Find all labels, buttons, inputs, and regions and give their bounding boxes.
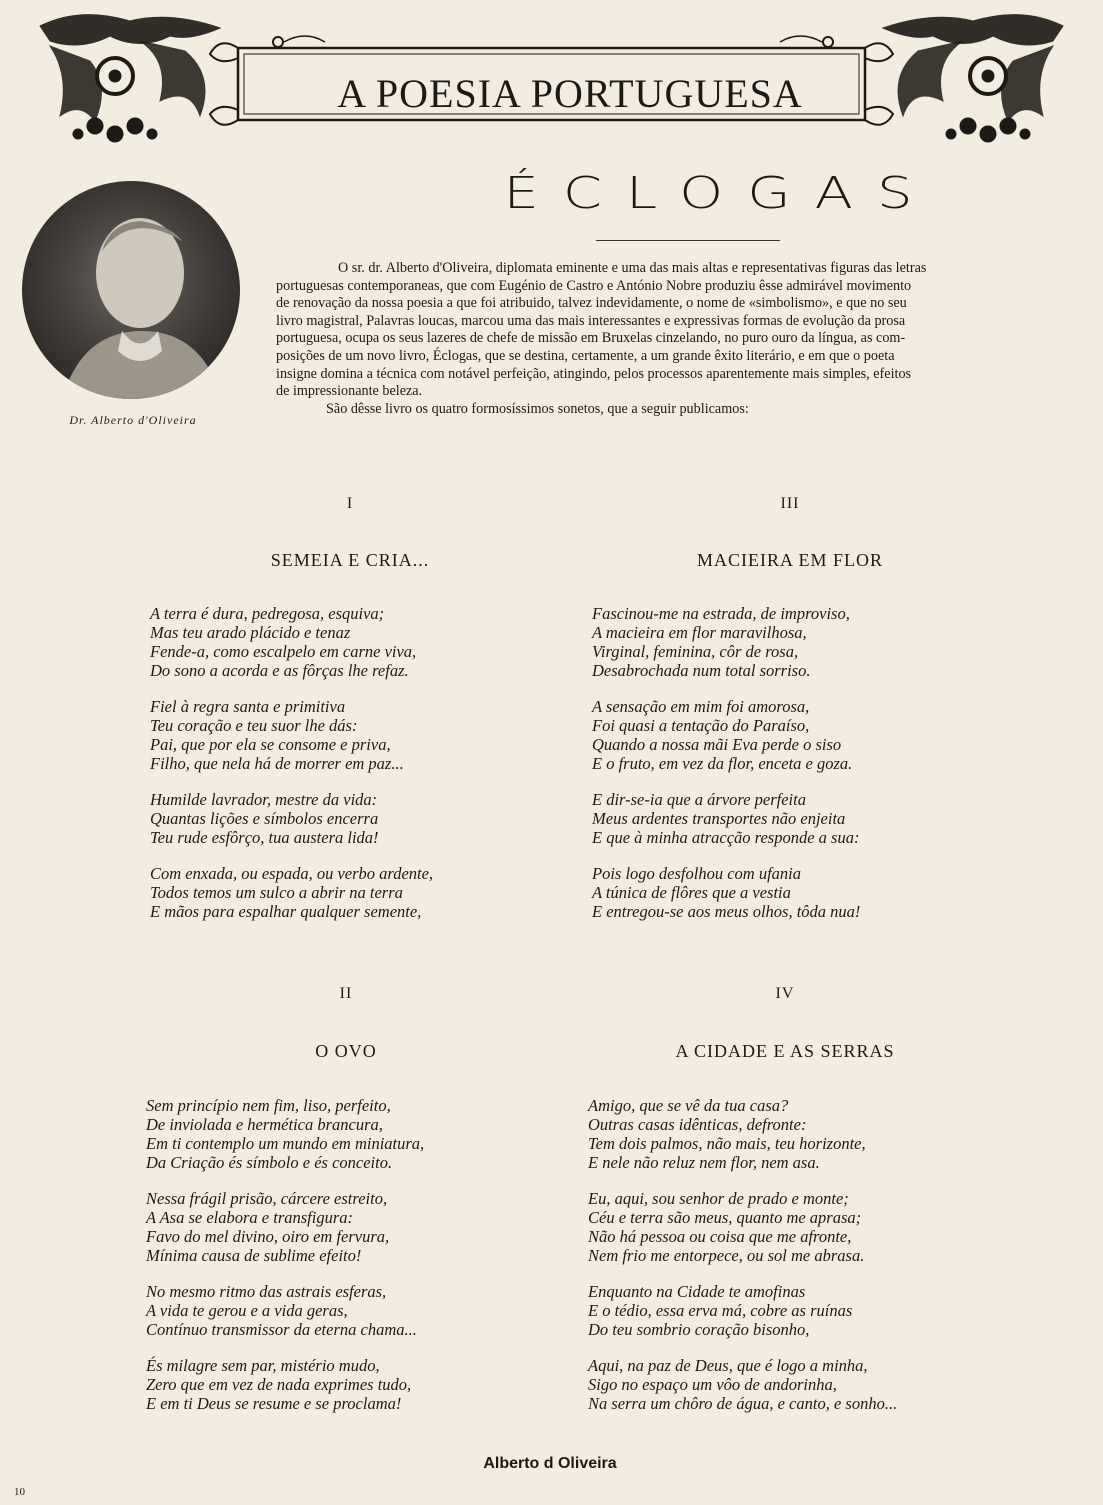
verse-line: Pois logo desfolhou com ufania: [592, 864, 801, 883]
verse-line: A sensação em mim foi amorosa,: [592, 697, 810, 716]
article-title: ÉCLOGAS: [503, 168, 937, 219]
verse-line: E em ti Deus se resume e se proclama!: [146, 1394, 402, 1413]
poem-body: [588, 1096, 1008, 1430]
stanza: [146, 1282, 566, 1339]
poem-body: [150, 604, 570, 938]
verse-line: Sem princípio nem fim, liso, perfeito,: [146, 1096, 391, 1115]
verse-line: Fiel à regra santa e primitiva: [150, 697, 346, 716]
verse-line: Nessa frágil prisão, cárcere estreito,: [146, 1189, 388, 1208]
stanza: [588, 1356, 1008, 1413]
verse-line: Com enxada, ou espada, ou verbo ardente,: [150, 864, 434, 883]
stanza: [146, 1096, 566, 1172]
verse-line: Zero que em vez de nada exprimes tudo,: [146, 1375, 412, 1394]
verse-line: Humilde lavrador, mestre da vida:: [150, 790, 378, 809]
intro-line: portuguesas contemporaneas, que com Eugénio de Castro e António Nobre produziu êsse admirável movimento: [276, 277, 912, 294]
intro-line: portuguesa, ocupa os seus lazeres de chefe de missão em Bruxelas cinzelando, no puro ouro da língua, as com-: [276, 330, 906, 347]
stanza: [146, 1189, 566, 1265]
stanza: [592, 697, 1012, 773]
stanza: [592, 864, 1012, 921]
verse-line: Eu, aqui, sou senhor de prado e monte;: [588, 1189, 849, 1208]
intro-line: de renovação da nossa poesia a que foi atribuido, talvez indevidamente, o nome de «simbolismo», e que no seu: [276, 295, 907, 312]
intro-paragraph: [276, 260, 1080, 418]
verse-line: Tem dois palmos, não mais, teu horizonte,: [588, 1134, 866, 1153]
verse-line: Enquanto na Cidade te amofinas: [588, 1282, 806, 1301]
stanza: [588, 1282, 1008, 1339]
verse-line: E dir-se-ia que a árvore perfeita: [592, 790, 806, 809]
verse-line: A Asa se elabora e transfigura:: [146, 1208, 354, 1227]
poem-number: I: [346, 495, 354, 512]
stanza: [150, 697, 570, 773]
verse-line: Teu coração e teu suor lhe dás:: [150, 716, 358, 735]
verse-line: Sigo no espaço um vôo de andorinha,: [588, 1375, 837, 1394]
stanza: [592, 604, 1012, 680]
verse-line: Nem frio me entorpece, ou sol me abrasa.: [588, 1246, 865, 1265]
verse-line: E o fruto, em vez da flor, enceta e goza.: [592, 754, 853, 773]
verse-line: E nele não reluz nem flor, nem asa.: [588, 1153, 820, 1172]
verse-line: Mínima causa de sublime efeito!: [146, 1246, 362, 1265]
verse-line: Filho, que nela há de morrer em paz...: [150, 754, 404, 773]
poem-number: III: [780, 495, 800, 512]
verse-line: Outras casas idênticas, defronte:: [588, 1115, 807, 1134]
poem-title: SEMEIA E CRIA...: [270, 550, 430, 570]
poem-body: [592, 604, 1012, 938]
stanza: [146, 1356, 566, 1413]
verse-line: A túnica de flôres que a vestia: [592, 883, 791, 902]
verse-line: A vida te gerou e a vida geras,: [146, 1301, 348, 1320]
verse-line: És milagre sem par, mistério mudo,: [146, 1356, 380, 1375]
intro-line: posições de um novo livro, Éclogas, que se destina, certamente, a um grande êxito literário, e em que o poeta: [276, 347, 895, 364]
verse-line: Mas teu arado plácido e tenaz: [150, 623, 351, 642]
header-title: A POESIA PORTUGUESA: [337, 71, 803, 116]
verse-line: Do teu sombrio coração bisonho,: [588, 1320, 810, 1339]
verse-line: Fende-a, como escalpelo em carne viva,: [150, 642, 417, 661]
verse-line: Na serra um chôro de água, e canto, e sonho...: [588, 1394, 898, 1413]
intro-line: de impressionante beleza.: [276, 383, 423, 400]
verse-line: E que à minha atracção responde a sua:: [592, 828, 860, 847]
intro-line: O sr. dr. Alberto d'Oliveira, diplomata eminente e uma das mais altas e representativas figuras das letras: [338, 260, 927, 276]
verse-line: No mesmo ritmo das astrais esferas,: [146, 1282, 387, 1301]
author-signature: Alberto d Oliveira: [483, 1455, 617, 1472]
verse-line: Contínuo transmissor da eterna chama...: [146, 1320, 417, 1339]
verse-line: Quantas lições e símbolos encerra: [150, 809, 379, 828]
verse-line: De inviolada e hermética brancura,: [146, 1115, 383, 1134]
verse-line: E entregou-se aos meus olhos, tôda nua!: [592, 902, 861, 921]
poem-number: II: [339, 985, 353, 1002]
portrait-caption: Dr. Alberto d'Oliveira: [69, 413, 197, 427]
intro-second-line: São dêsse livro os quatro formosíssimos sonetos, que a seguir publicamos:: [326, 400, 749, 417]
verse-line: Fascinou-me na estrada, de improviso,: [592, 604, 850, 623]
verse-line: Virginal, feminina, côr de rosa,: [592, 642, 799, 661]
stanza: [150, 604, 570, 680]
portrait-figure-icon: [22, 181, 240, 399]
header-banner: [20, 6, 1083, 146]
verse-line: Não há pessoa ou coisa que me afronte,: [588, 1227, 852, 1246]
intro-line: livro magistral, Palavras loucas, marcou uma das mais interessantes e expressivas formas de evolução da prosa: [276, 312, 906, 329]
verse-line: Amigo, que se vê da tua casa?: [588, 1096, 789, 1115]
verse-line: Céu e terra são meus, quanto me aprasa;: [588, 1208, 862, 1227]
verse-line: Favo do mel divino, oiro em fervura,: [146, 1227, 390, 1246]
poem-title: O OVO: [315, 1041, 377, 1061]
verse-line: Aqui, na paz de Deus, que é logo a minha,: [588, 1356, 868, 1375]
poem-number: IV: [775, 985, 795, 1002]
stanza: [588, 1189, 1008, 1265]
verse-line: Da Criação és símbolo e és conceito.: [146, 1153, 393, 1172]
verse-line: Meus ardentes transportes não enjeita: [592, 809, 846, 828]
stanza: [588, 1096, 1008, 1172]
verse-line: E o tédio, essa erva má, cobre as ruínas: [588, 1301, 853, 1320]
verse-line: Quando a nossa mãi Eva perde o siso: [592, 735, 842, 754]
poem-title: A CIDADE E AS SERRAS: [675, 1041, 895, 1061]
verse-line: Pai, que por ela se consome e priva,: [150, 735, 391, 754]
verse-line: E mãos para espalhar qualquer semente,: [150, 902, 422, 921]
verse-line: A macieira em flor maravilhosa,: [592, 623, 807, 642]
intro-line: insigne domina a técnica com notável perfeição, atingindo, pelos processos aparentemente mais simples, efeitos: [276, 365, 912, 382]
verse-line: A terra é dura, pedregosa, esquiva;: [150, 604, 385, 623]
title-rule: [596, 240, 780, 241]
poem-body: [146, 1096, 566, 1430]
verse-line: Em ti contemplo um mundo em miniatura,: [146, 1134, 425, 1153]
verse-line: Do sono a acorda e as fôrças lhe refaz.: [150, 661, 409, 680]
portrait-photo: [22, 181, 240, 399]
stanza: [592, 790, 1012, 847]
poem-title: MACIEIRA EM FLOR: [696, 550, 883, 570]
verse-line: Foi quasi a tentação do Paraíso,: [592, 716, 810, 735]
verse-line: Todos temos um sulco a abrir na terra: [150, 883, 403, 902]
verse-line: Desabrochada num total sorriso.: [592, 661, 811, 680]
verse-line: Teu rude esfôrço, tua austera lida!: [150, 828, 379, 847]
page-number: 10: [14, 1486, 25, 1498]
stanza: [150, 864, 570, 921]
stanza: [150, 790, 570, 847]
